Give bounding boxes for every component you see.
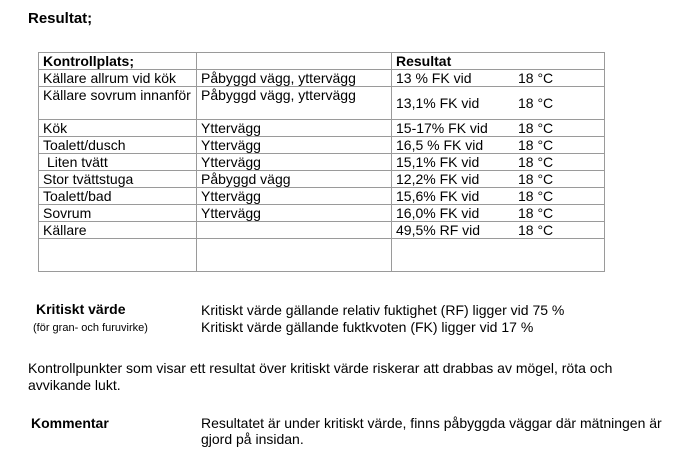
cell-empty xyxy=(197,239,392,272)
cell-location: Källare xyxy=(39,222,197,239)
risk-paragraph: Kontrollpunkter som visar ett resultat över kritiskt värde riskerar att drabbas av mögel, röta och avvikande lukt. xyxy=(28,360,613,393)
section-heading: Resultat; xyxy=(28,10,93,27)
critical-value-label: Kritiskt värde xyxy=(36,301,126,317)
result-value: 13 % FK vid xyxy=(396,70,472,86)
result-value: 15,6% FK vid xyxy=(396,188,480,204)
table-row xyxy=(39,70,605,87)
table-row xyxy=(39,154,605,171)
cell-result xyxy=(392,120,605,137)
cell-result xyxy=(392,137,605,154)
column-header-result: Resultat xyxy=(392,53,605,70)
cell-wall: Yttervägg xyxy=(197,137,392,154)
cell-result xyxy=(392,154,605,171)
cell-wall: Yttervägg xyxy=(197,154,392,171)
temperature-value: 18 °C xyxy=(518,154,554,170)
temperature-value: 18 °C xyxy=(518,188,554,204)
temperature-value: 18 °C xyxy=(518,95,554,111)
cell-result xyxy=(392,205,605,222)
cell-wall: Yttervägg xyxy=(197,205,392,222)
cell-location: Liten tvätt xyxy=(39,154,197,171)
results-table xyxy=(38,52,605,272)
cell-location: Källare sovrum innanför xyxy=(39,87,197,120)
table-row xyxy=(39,222,605,239)
temperature-value: 18 °C xyxy=(518,70,554,86)
cell-result xyxy=(392,171,605,188)
cell-wall: Påbyggd vägg xyxy=(197,171,392,188)
cell-empty xyxy=(39,239,197,272)
cell-wall xyxy=(197,222,392,239)
cell-wall: Påbyggd vägg, yttervägg xyxy=(197,87,392,120)
critical-value-rf: Kritiskt värde gällande relativ fuktighet (RF) ligger vid 75 % xyxy=(201,302,565,318)
cell-wall: Påbyggd vägg, yttervägg xyxy=(197,70,392,87)
table-row-empty xyxy=(39,239,605,272)
table-row xyxy=(39,188,605,205)
table-row xyxy=(39,87,605,120)
cell-location: Sovrum xyxy=(39,205,197,222)
cell-location: Toalett/dusch xyxy=(39,137,197,154)
cell-location: Kök xyxy=(39,120,197,137)
cell-result xyxy=(392,87,605,120)
cell-empty xyxy=(392,239,605,272)
cell-wall: Yttervägg xyxy=(197,188,392,205)
result-value: 12,2% FK vid xyxy=(396,171,480,187)
comment-label: Kommentar xyxy=(31,415,109,431)
cell-result xyxy=(392,70,605,87)
temperature-value: 18 °C xyxy=(518,205,554,221)
table-header-row xyxy=(39,53,605,70)
result-value: 15,1% FK vid xyxy=(396,154,480,170)
result-value: 49,5% RF vid xyxy=(396,222,481,238)
temperature-value: 18 °C xyxy=(518,120,554,136)
column-header-location: Kontrollplats; xyxy=(39,53,197,70)
result-value: 15-17% FK vid xyxy=(396,120,488,136)
temperature-value: 18 °C xyxy=(518,222,554,238)
column-header-wall xyxy=(197,53,392,70)
critical-value-fk: Kritiskt värde gällande fuktkvoten (FK) ligger vid 17 % xyxy=(201,319,534,335)
result-value: 16,0% FK vid xyxy=(396,205,480,221)
temperature-value: 18 °C xyxy=(518,171,554,187)
critical-value-sublabel: (för gran- och furuvirke) xyxy=(33,322,148,334)
cell-location: Stor tvättstuga xyxy=(39,171,197,188)
table-row xyxy=(39,205,605,222)
table-row xyxy=(39,137,605,154)
result-value: 16,5 % FK vid xyxy=(396,137,484,153)
cell-wall: Yttervägg xyxy=(197,120,392,137)
cell-location: Källare allrum vid kök xyxy=(39,70,197,87)
comment-text: Resultatet är under kritiskt värde, finns påbyggda väggar där mätningen är gjord på insidan. xyxy=(201,415,662,447)
temperature-value: 18 °C xyxy=(518,137,554,153)
cell-result xyxy=(392,222,605,239)
cell-location: Toalett/bad xyxy=(39,188,197,205)
result-value: 13,1% FK vid xyxy=(396,95,480,111)
table-row xyxy=(39,171,605,188)
cell-result xyxy=(392,188,605,205)
table-row xyxy=(39,120,605,137)
